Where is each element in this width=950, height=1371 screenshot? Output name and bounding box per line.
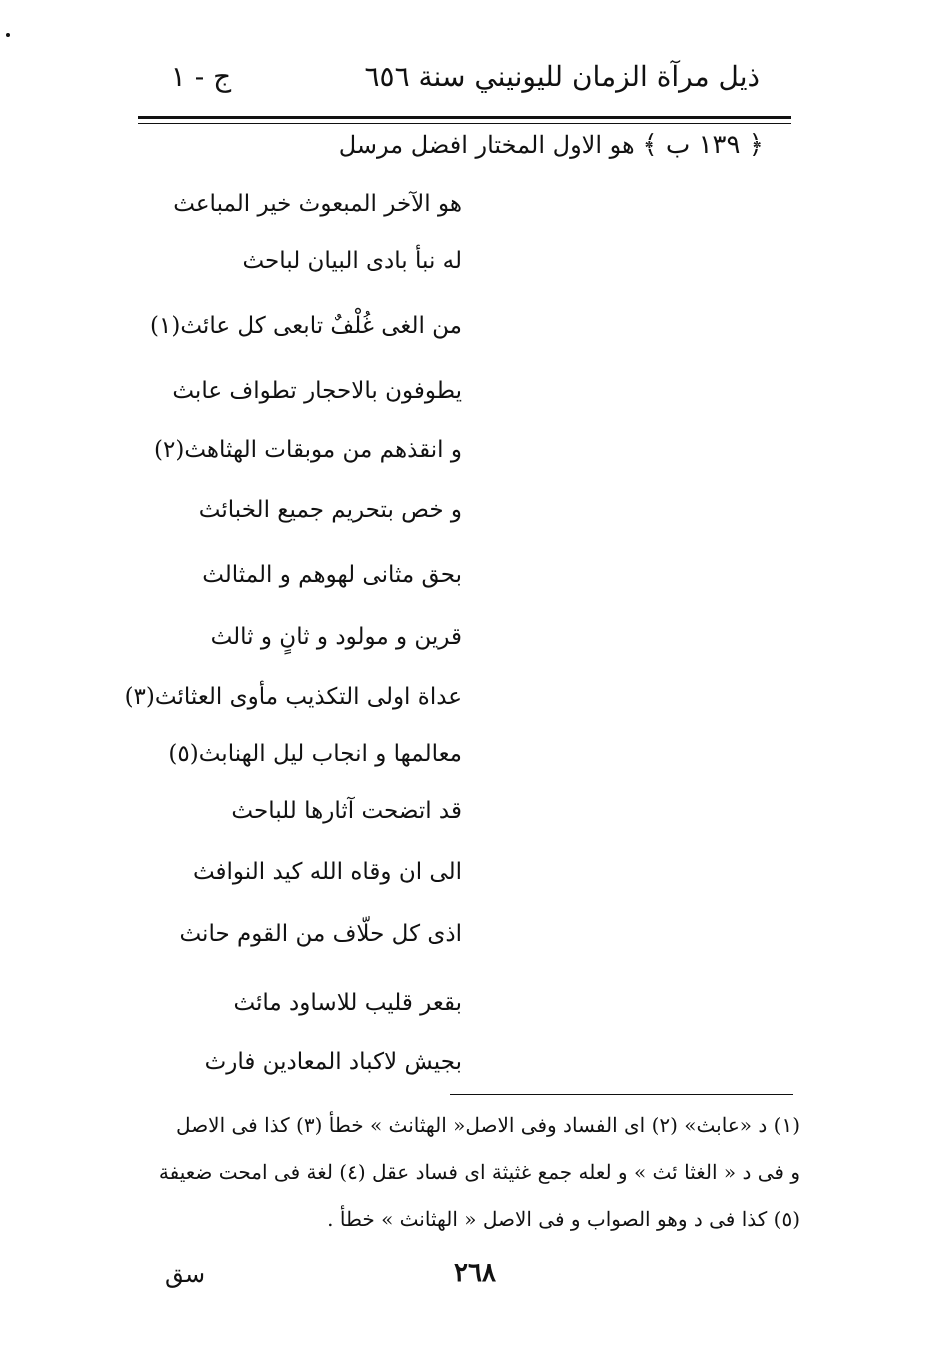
- verse-second-half: عداة اولى التكذيب مأوى العثائث(٣): [124, 684, 462, 710]
- footnote-line: (١) د «عابث» (٢) اى الفساد وفى الاصل« الهثانث » خطأ (٣) كذا فى الاصل: [176, 1113, 800, 1137]
- page-number: ٢٦٨: [454, 1258, 496, 1288]
- intro-text: هو الاول المختار افضل مرسل: [338, 131, 635, 159]
- footnote-rule: [450, 1094, 793, 1095]
- verse-second-half: بحق مثانى لهوهم و المثالث: [202, 562, 462, 588]
- verse-second-half: اذى كل حلّاف من القوم حانث: [179, 921, 462, 947]
- verse-second-half: بقعر قليب للاساود مائث: [233, 990, 462, 1016]
- header-rule-thin: [138, 123, 791, 124]
- intro-line: [164, 130, 764, 160]
- verse-second-half: بجيش لاكباد المعادين فارث: [204, 1049, 462, 1075]
- folio-marker: ﴿ ١٣٩ ب ﴾: [642, 130, 764, 160]
- verse-second-half: له نبأ بادى البيان لباحث: [242, 248, 462, 274]
- verse-second-half: قرين و مولود و ثانٍ و ثالث: [210, 624, 462, 650]
- footnote-line: و فى د « الغثا ئث » و لعله جمع غثيثة اى فساد عقل (٤) لغة فى امحت ضعيفة: [158, 1160, 800, 1184]
- verse-second-half: هو الآخر المبعوث خير المباعث: [173, 191, 462, 217]
- footnote-line: (٥) كذا فى د وهو الصواب و فى الاصل « الهثانث » خطأ .: [327, 1207, 800, 1231]
- signature-mark: سق: [164, 1260, 206, 1288]
- verse-second-half: الى ان وقاه الله كيد النوافث: [192, 859, 462, 885]
- verse-second-half: من الغى غُلْفٌ تابعى كل عائث(١): [150, 313, 462, 339]
- header-rule-thick: [138, 116, 791, 119]
- running-header-title: ذيل مرآة الزمان لليونيني سنة ٦٥٦: [364, 60, 760, 93]
- verse-second-half: معالمها و انجاب ليل الهنابث(٥): [168, 741, 462, 767]
- running-header-volume: ج - ١: [170, 60, 232, 93]
- verse-second-half: و انقذهم من موبقات الهثاهث(٢): [154, 437, 462, 463]
- verse-second-half: يطوفون بالاحجار تطواف عابث: [172, 378, 462, 404]
- verse-second-half: و خص بتحريم جميع الخبائث: [198, 497, 462, 523]
- verse-second-half: قد اتضحت آثارها للباحث: [231, 798, 462, 824]
- speck-mark: [6, 33, 10, 37]
